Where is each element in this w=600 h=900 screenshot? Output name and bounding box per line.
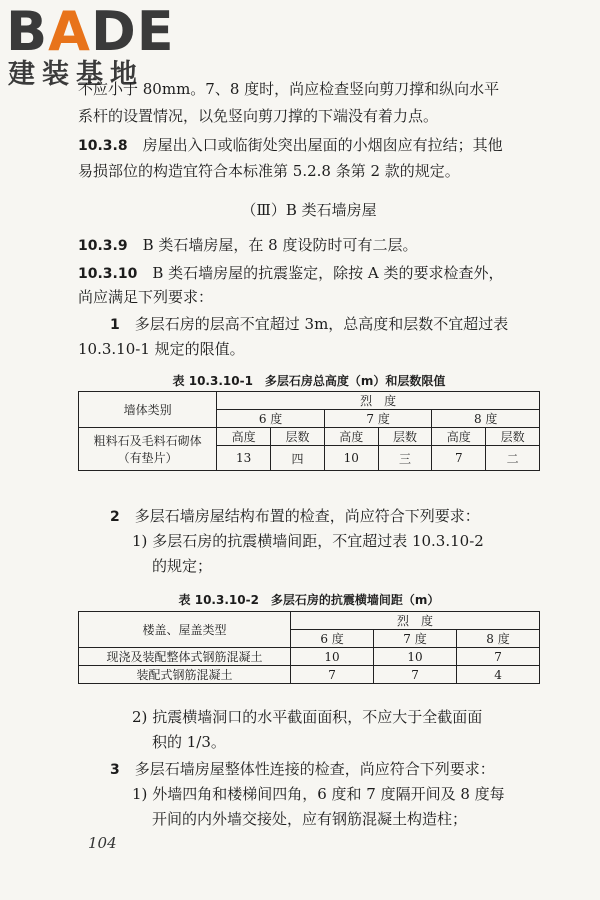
table-row — [79, 648, 540, 666]
table-cell: 7 — [291, 666, 374, 684]
wall-spacing-table — [78, 611, 540, 684]
paragraph-line: 系杆的设置情况，以免竖向剪刀撑的下端没有着力点。 — [78, 107, 439, 125]
paragraph-line: 易损部位的构造宜符合本标准第 5.2.8 条第 2 款的规定。 — [78, 162, 460, 180]
table-cell: 现浇及装配整体式钢筋混凝土 — [79, 648, 291, 666]
paragraph-line: 10.3.10-1 规定的限值。 — [78, 340, 245, 358]
table-cell: 13 — [217, 446, 271, 471]
table-cell: 装配式钢筋混凝土 — [79, 666, 291, 684]
paragraph-line: 开间的内外墙交接处，应有钢筋混凝土构造柱； — [152, 810, 468, 828]
table-caption: 表 10.3.10-1 多层石房总高度（m）和层数限值 — [172, 374, 446, 388]
table-header: 高度 — [324, 428, 378, 446]
table-header: 高度 — [432, 428, 486, 446]
paragraph-line: 不应小于 80mm。7、8 度时，尚应检查竖向剪刀撑和纵向水平 — [78, 80, 500, 98]
table-header: 烈 度 — [217, 392, 540, 410]
table-cell: 三 — [378, 446, 432, 471]
paragraph-line: 积的 1/3。 — [152, 733, 226, 751]
item-2-2: 2) 抗震横墙洞口的水平截面面积，不应大于全截面面 — [132, 708, 483, 726]
item-2-1: 1) 多层石房的抗震横墙间距，不宜超过表 10.3.10-2 — [132, 532, 484, 550]
table-cell: 7 — [374, 666, 457, 684]
table-header: 8 度 — [457, 630, 540, 648]
table-header: 7 度 — [324, 410, 432, 428]
item-2: 2 多层石墙房屋结构布置的检查，尚应符合下列要求： — [110, 507, 480, 525]
table-header: 6 度 — [217, 410, 325, 428]
height-limit-table — [78, 391, 540, 471]
table-header: 楼盖、屋盖类型 — [79, 612, 291, 648]
table-cell: 7 — [457, 648, 540, 666]
table-cell: 粗料石及毛料石砌体 （有垫片） — [79, 428, 217, 471]
clause-10-3-9: 10.3.9 B 类石墙房屋，在 8 度设防时可有二层。 — [78, 236, 418, 254]
item-3-1: 1) 外墙四角和楼梯间四角，6 度和 7 度隔开间及 8 度每 — [132, 785, 505, 803]
table-caption: 表 10.3.10-2 多层石房的抗震横墙间距（m） — [178, 593, 440, 607]
table-cell: 4 — [457, 666, 540, 684]
paragraph-line: 尚应满足下列要求： — [78, 288, 214, 306]
item-3: 3 多层石墙房屋整体性连接的检查，尚应符合下列要求： — [110, 760, 495, 778]
table-header: 8 度 — [432, 410, 540, 428]
table-cell: 10 — [291, 648, 374, 666]
table-header: 层数 — [271, 428, 325, 446]
table-cell: 四 — [271, 446, 325, 471]
section-heading: （Ⅲ）B 类石墙房屋 — [241, 201, 377, 219]
table-header: 烈 度 — [291, 612, 540, 630]
paragraph-line: 的规定； — [152, 557, 213, 575]
table-header: 7 度 — [374, 630, 457, 648]
table-header: 层数 — [486, 428, 540, 446]
clause-10-3-8: 10.3.8 房屋出入口或临街处突出屋面的小烟囱应有拉结；其他 — [78, 136, 503, 154]
item-1: 1 多层石房的层高不宜超过 3m，总高度和层数不宜超过表 — [110, 315, 509, 333]
table-header: 层数 — [378, 428, 432, 446]
table-header: 墙体类别 — [79, 392, 217, 428]
table-header: 6 度 — [291, 630, 374, 648]
logo-subtitle: 建装基地 — [8, 59, 144, 90]
table-row — [79, 666, 540, 684]
table-cell: 10 — [324, 446, 378, 471]
table-cell: 二 — [486, 446, 540, 471]
clause-10-3-10: 10.3.10 B 类石墙房屋的抗震鉴定，除按 A 类的要求检查外， — [78, 264, 504, 282]
table-cell: 10 — [374, 648, 457, 666]
table-cell: 7 — [432, 446, 486, 471]
table-header: 高度 — [217, 428, 271, 446]
page-number: 104 — [88, 834, 117, 852]
logo-wordmark: BADE — [6, 0, 175, 63]
